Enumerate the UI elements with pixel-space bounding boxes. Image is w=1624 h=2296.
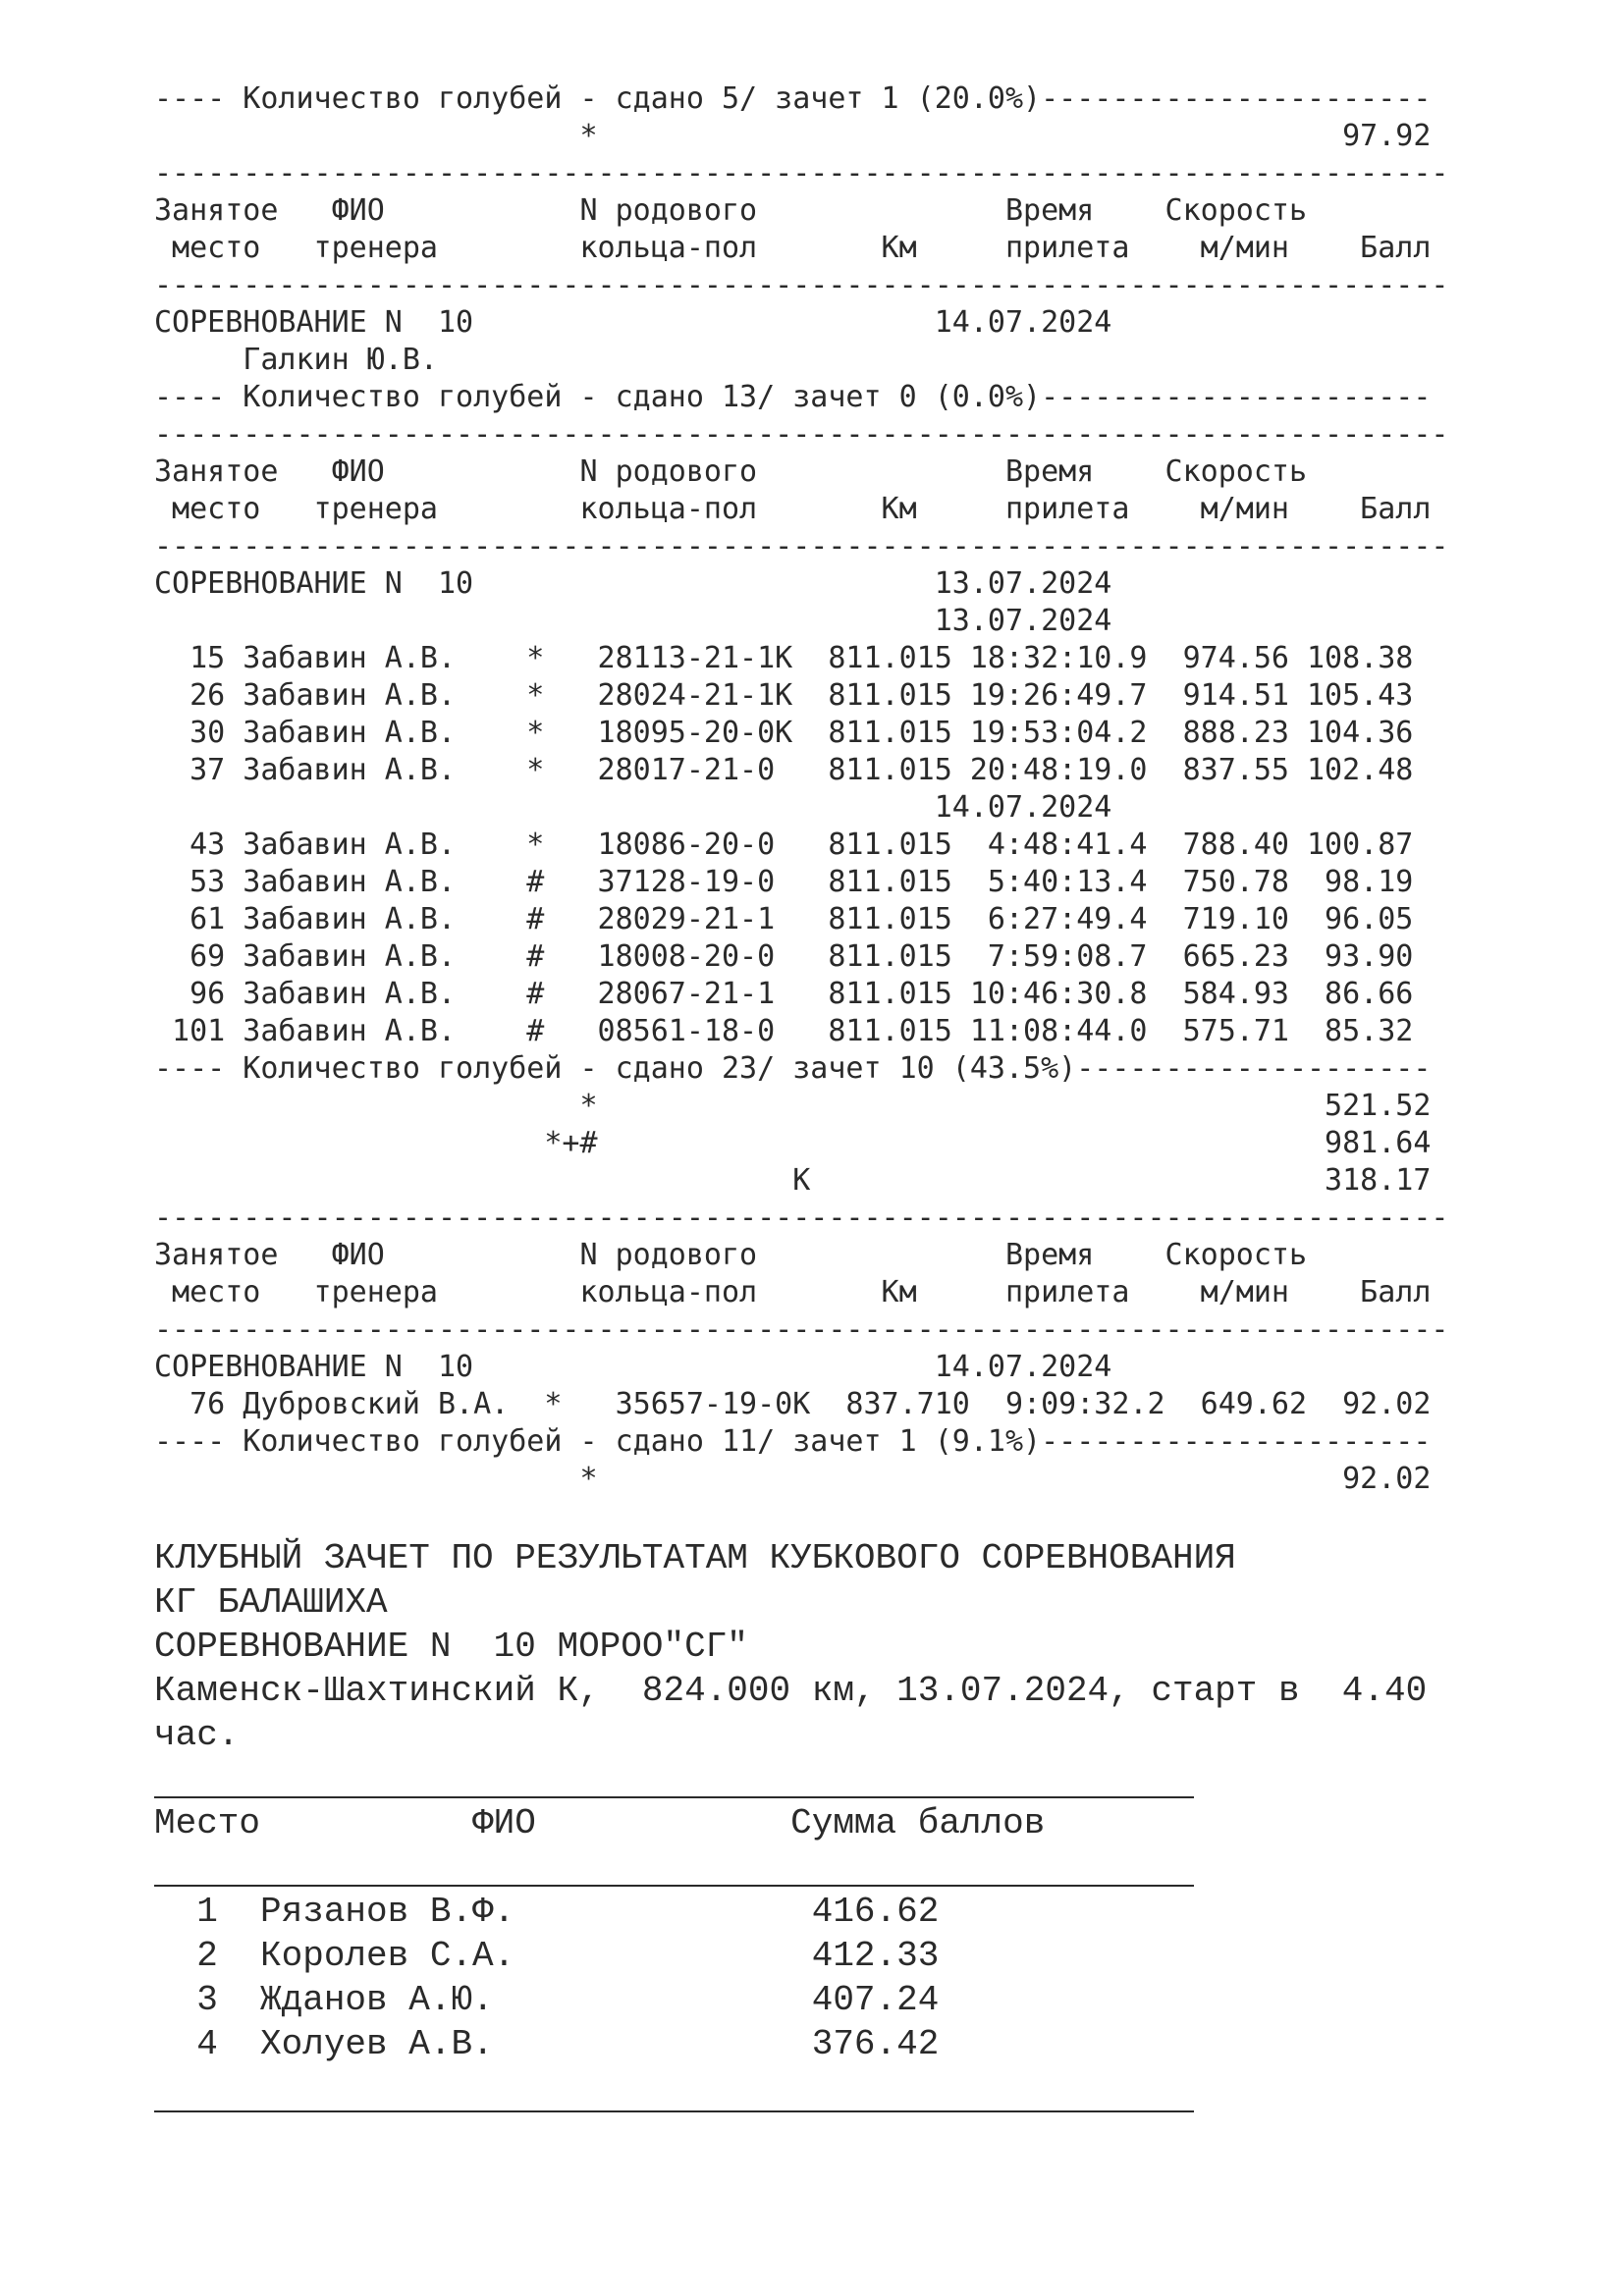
club-table-row: 4 Холуев А.В. 376.42 (154, 2024, 940, 2064)
club-table-row: 3 Жданов А.Ю. 407.24 (154, 1980, 940, 2020)
report-line: место тренера кольца-пол Км прилета м/мин Балл (154, 492, 1432, 526)
report-line: 53 Забавин А.В. # 37128-19-0 811.015 5:40:13.4 750.78 98.19 (154, 865, 1414, 899)
report-line: 69 Забавин А.В. # 18008-20-0 811.015 7:59:08.7 665.23 93.90 (154, 939, 1414, 974)
club-table-header: Место ФИО Сумма баллов (154, 1803, 1046, 1843)
report-line: *+# 981.64 (154, 1126, 1432, 1160)
report-line: СОРЕВНОВАНИЕ N 10 14.07.2024 (154, 305, 1112, 340)
report-line: СОРЕВНОВАНИЕ N 10 13.07.2024 (154, 566, 1112, 601)
report-line: 101 Забавин А.В. # 08561-18-0 811.015 11:08:44.0 575.71 85.32 (154, 1014, 1414, 1048)
report-line: * 92.02 (154, 1462, 1432, 1496)
report-line: Занятое ФИО N родового Время Скорость (154, 454, 1307, 489)
report-line: ---- Количество голубей - сдано 23/ зачет 10 (43.5%)-------------------- (154, 1051, 1432, 1086)
report-line: ------------------------------------------------------------------------- (154, 268, 1449, 302)
table-rule-bottom (154, 2110, 1194, 2112)
report-line: ---- Количество голубей - сдано 5/ зачет 1 (20.0%)---------------------- (154, 81, 1432, 116)
report-line: К 318.17 (154, 1163, 1432, 1198)
competition-title: СОРЕВНОВАНИЕ N 10 МОРОО"СГ" (154, 1627, 748, 1667)
report-line: ------------------------------------------------------------------------- (154, 156, 1449, 190)
report-line: Занятое ФИО N родового Время Скорость (154, 1238, 1307, 1272)
report-line: * 97.92 (154, 119, 1432, 153)
report-line: ------------------------------------------------------------------------- (154, 529, 1449, 563)
report-line: место тренера кольца-пол Км прилета м/мин Балл (154, 1275, 1432, 1309)
report-line: 43 Забавин А.В. * 18086-20-0 811.015 4:48:41.4 788.40 100.87 (154, 828, 1414, 862)
report-line: ------------------------------------------------------------------------- (154, 1201, 1449, 1235)
report-line: 61 Забавин А.В. # 28029-21-1 811.015 6:27:49.4 719.10 96.05 (154, 902, 1414, 936)
club-name: КГ БАЛАШИХА (154, 1582, 388, 1623)
report-line: ---- Количество голубей - сдано 11/ зачет 1 (9.1%)---------------------- (154, 1424, 1432, 1459)
report-line: * 521.52 (154, 1089, 1432, 1123)
report-line: 13.07.2024 (154, 604, 1112, 638)
club-table-row: 1 Рязанов В.Ф. 416.62 (154, 1892, 940, 1932)
report-line: 37 Забавин А.В. * 28017-21-0 811.015 20:48:19.0 837.55 102.48 (154, 753, 1414, 787)
report-line: Занятое ФИО N родового Время Скорость (154, 193, 1307, 228)
report-line: Галкин Ю.В. (154, 343, 438, 377)
report-line: 76 Дубровский В.А. * 35657-19-0К 837.710 9:09:32.2 649.62 92.02 (154, 1387, 1432, 1421)
report-line: СОРЕВНОВАНИЕ N 10 14.07.2024 (154, 1350, 1112, 1384)
report-line: 26 Забавин А.В. * 28024-21-1К 811.015 19:26:49.7 914.51 105.43 (154, 678, 1414, 713)
competition-details-cont: час. (154, 1715, 240, 1755)
club-heading: КЛУБНЫЙ ЗАЧЕТ ПО РЕЗУЛЬТАТАМ КУБКОВОГО СОРЕВНОВАНИЯ (154, 1538, 1236, 1578)
table-rule-header (154, 1885, 1194, 1887)
report-line: 96 Забавин А.В. # 28067-21-1 811.015 10:46:30.8 584.93 86.66 (154, 977, 1414, 1011)
report-line: место тренера кольца-пол Км прилета м/мин Балл (154, 231, 1432, 265)
report-line: ------------------------------------------------------------------------- (154, 1312, 1449, 1347)
table-rule-top (154, 1796, 1194, 1798)
report-line: 14.07.2024 (154, 790, 1112, 825)
report-line: 30 Забавин А.В. * 18095-20-0К 811.015 19:53:04.2 888.23 104.36 (154, 716, 1414, 750)
report-line: 15 Забавин А.В. * 28113-21-1К 811.015 18:32:10.9 974.56 108.38 (154, 641, 1414, 675)
report-line: ---- Количество голубей - сдано 13/ зачет 0 (0.0%)---------------------- (154, 380, 1432, 414)
competition-details: Каменск-Шахтинский К, 824.000 км, 13.07.2024, старт в 4.40 (154, 1671, 1428, 1711)
report-line: ------------------------------------------------------------------------- (154, 417, 1449, 452)
club-table-row: 2 Королев С.А. 412.33 (154, 1936, 940, 1976)
